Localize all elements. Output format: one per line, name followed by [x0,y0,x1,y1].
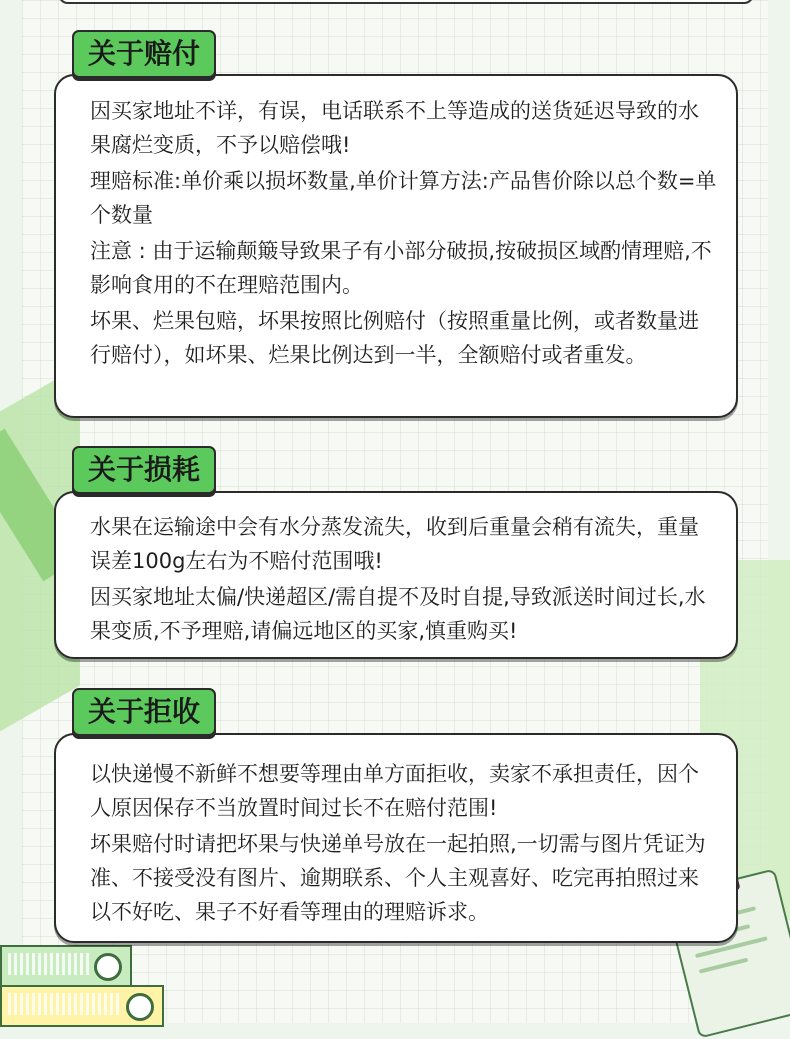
card-loss [54,491,738,659]
decorative-ring [94,953,122,981]
decorative-stripes [8,993,122,1015]
rejection-paragraph: 以快递慢不新鲜不想要等理由单方面拒收，卖家不承担责任，因个人原因保存不当放置时间过长不在赔付范围! [90,762,699,820]
section-tab-loss: 关于损耗 [72,446,216,494]
loss-paragraph: 因买家地址太偏/快递超区/需自提不及时自提,导致派送时间过长,水果变质,不予理赔,请偏远地区的买家,慎重购买! [90,585,706,643]
previous-card-edge [58,0,754,4]
compensation-paragraph: 因买家地址不详，有误，电话联系不上等造成的送货延迟导致的水果腐烂变质，不予以赔偿哦! [90,99,699,157]
rejection-paragraph: 坏果赔付时请把坏果与快递单号放在一起拍照,一切需与图片凭证为准、不接受没有图片、逾期联系、个人主观喜好、吃完再拍照过来以不好吃、果子不好看等理由的理赔诉求。 [90,832,706,924]
card-rejection [54,733,738,943]
decorative-binder-yellow [0,985,164,1027]
decorative-stripes [8,953,90,975]
decorative-ring [126,993,154,1021]
compensation-paragraph: 注意 : 由于运输颠簸导致果子有小部分破损,按破损区域酌情理赔,不影响食用的不在理赔范围内。 [90,239,712,297]
compensation-paragraph: 理赔标准:单价乘以损坏数量,单价计算方法:产品售价除以总个数=单个数量 [90,169,717,227]
section-tab-rejection: 关于拒收 [72,688,216,736]
loss-paragraph: 水果在运输途中会有水分蒸发流失，收到后重量会稍有流失，重量误差100g左右为不赔付范围哦! [90,515,699,573]
card-compensation [54,74,738,418]
compensation-paragraph: 坏果、烂果包赔，坏果按照比例赔付（按照重量比例，或者数量进行赔付），如坏果、烂果比例达到一半，全额赔付或者重发。 [90,309,699,367]
clipboard-line [699,958,748,974]
section-tab-compensation: 关于赔付 [72,30,216,78]
